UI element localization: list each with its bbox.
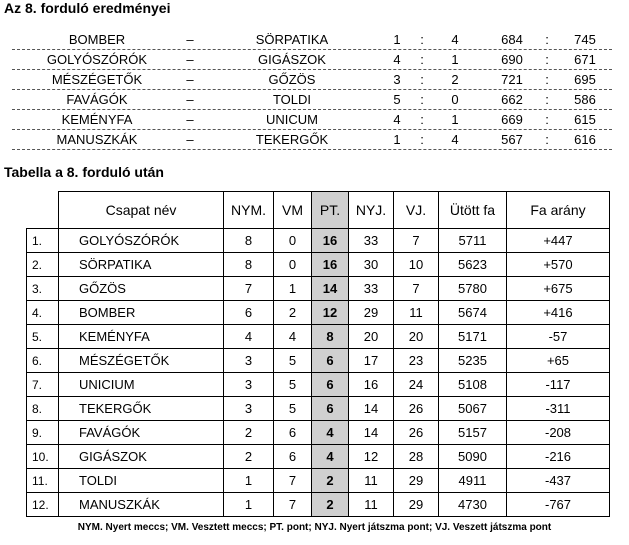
result-row: [12, 70, 612, 90]
points: 6: [312, 397, 349, 421]
won-sets: 16: [349, 373, 394, 397]
pins-ratio: +65: [507, 349, 610, 373]
team-name: MÉSZÉGETŐK: [59, 349, 224, 373]
away-pins: 586: [574, 92, 596, 107]
pins-ratio: -208: [507, 421, 610, 445]
lost-sets: 26: [394, 397, 439, 421]
home-score: 4: [393, 52, 401, 67]
rank: 3.: [27, 277, 59, 301]
lost-sets: 24: [394, 373, 439, 397]
won-sets: 14: [349, 397, 394, 421]
points: 2: [312, 493, 349, 517]
won-sets: 33: [349, 277, 394, 301]
pins-ratio: +675: [507, 277, 610, 301]
points: 2: [312, 469, 349, 493]
pins-separator: :: [545, 132, 549, 147]
home-team: GOLYÓSZÓRÓK: [46, 52, 148, 67]
pins-hit: 5711: [439, 229, 507, 253]
won-matches: 2: [224, 421, 274, 445]
rank: 10.: [27, 445, 59, 469]
away-score: 2: [451, 72, 459, 87]
pins-ratio: -767: [507, 493, 610, 517]
pins-hit: 5235: [439, 349, 507, 373]
team-name: GIGÁSZOK: [59, 445, 224, 469]
result-row: [12, 30, 612, 50]
pins-hit: 5171: [439, 325, 507, 349]
won-matches: 8: [224, 229, 274, 253]
pins-separator: :: [545, 112, 549, 127]
won-matches: 6: [224, 301, 274, 325]
won-matches: 4: [224, 325, 274, 349]
home-team: FAVÁGÓK: [66, 92, 128, 107]
points: 14: [312, 277, 349, 301]
result-row: [12, 130, 612, 150]
pins-hit: 4911: [439, 469, 507, 493]
results-title: Az 8. forduló eredményei: [4, 0, 171, 16]
pins-hit: 5780: [439, 277, 507, 301]
standings-row: [27, 229, 610, 253]
lost-sets: 10: [394, 253, 439, 277]
lost-sets: 11: [394, 301, 439, 325]
team-name: MANUSZKÁK: [59, 493, 224, 517]
won-sets: 33: [349, 229, 394, 253]
pins-hit: 5623: [439, 253, 507, 277]
home-score: 1: [393, 132, 401, 147]
standings-row: [27, 445, 610, 469]
home-score: 1: [393, 32, 401, 47]
team-name: GOLYÓSZÓRÓK: [59, 229, 224, 253]
header-vj: VJ.: [394, 192, 439, 229]
standings-row: [27, 373, 610, 397]
pins-hit: 5090: [439, 445, 507, 469]
score-separator: :: [420, 52, 424, 67]
score-separator: :: [420, 132, 424, 147]
home-team: MANUSZKÁK: [56, 132, 138, 147]
won-matches: 7: [224, 277, 274, 301]
lost-sets: 26: [394, 421, 439, 445]
pins-hit: 5674: [439, 301, 507, 325]
lost-sets: 28: [394, 445, 439, 469]
lost-matches: 1: [274, 277, 312, 301]
pins-ratio: -437: [507, 469, 610, 493]
away-team: UNICUM: [266, 112, 318, 127]
home-team: MÉSZÉGETŐK: [51, 72, 143, 87]
away-score: 4: [451, 32, 459, 47]
score-separator: :: [420, 92, 424, 107]
rank: 2.: [27, 253, 59, 277]
won-sets: 14: [349, 421, 394, 445]
away-pins: 695: [574, 72, 596, 87]
rank: 12.: [27, 493, 59, 517]
header-team: Csapat név: [59, 192, 224, 229]
team-name: GŐZÖS: [59, 277, 224, 301]
away-pins: 671: [574, 52, 596, 67]
away-pins: 745: [574, 32, 596, 47]
away-team: TOLDI: [272, 92, 312, 107]
dash: –: [186, 52, 194, 67]
pins-hit: 5067: [439, 397, 507, 421]
rank-header: [27, 192, 59, 229]
home-pins: 684: [501, 32, 523, 47]
rank: 6.: [27, 349, 59, 373]
header-nyj: NYJ.: [349, 192, 394, 229]
dash: –: [186, 132, 194, 147]
rank: 11.: [27, 469, 59, 493]
lost-matches: 0: [274, 229, 312, 253]
dash: –: [186, 92, 194, 107]
standings-row: [27, 325, 610, 349]
standings-row: [27, 421, 610, 445]
score-separator: :: [420, 72, 424, 87]
away-team: GŐZÖS: [268, 72, 316, 87]
points: 4: [312, 421, 349, 445]
away-score: 1: [451, 112, 459, 127]
points: 16: [312, 253, 349, 277]
score-separator: :: [420, 112, 424, 127]
result-row: [12, 110, 612, 130]
standings-row: [27, 397, 610, 421]
team-name: TEKERGŐK: [59, 397, 224, 421]
header-pt: PT.: [312, 192, 349, 229]
pins-ratio: -216: [507, 445, 610, 469]
points: 4: [312, 445, 349, 469]
pins-hit: 4730: [439, 493, 507, 517]
standings-row: [27, 301, 610, 325]
header-ratio: Fa arány: [507, 192, 610, 229]
rank: 4.: [27, 301, 59, 325]
results-list: [12, 30, 612, 150]
lost-sets: 7: [394, 277, 439, 301]
won-matches: 1: [224, 469, 274, 493]
standings-row: [27, 493, 610, 517]
lost-matches: 7: [274, 493, 312, 517]
won-matches: 3: [224, 373, 274, 397]
away-pins: 615: [574, 112, 596, 127]
home-team: BOMBER: [68, 32, 126, 47]
lost-sets: 23: [394, 349, 439, 373]
lost-matches: 4: [274, 325, 312, 349]
points: 6: [312, 349, 349, 373]
lost-sets: 29: [394, 493, 439, 517]
team-name: TOLDI: [59, 469, 224, 493]
standings-title: Tabella a 8. forduló után: [4, 164, 164, 180]
lost-matches: 5: [274, 397, 312, 421]
won-matches: 3: [224, 397, 274, 421]
header-nym: NYM.: [224, 192, 274, 229]
points: 12: [312, 301, 349, 325]
dash: –: [186, 112, 194, 127]
pins-ratio: -117: [507, 373, 610, 397]
lost-matches: 5: [274, 349, 312, 373]
home-pins: 721: [501, 72, 523, 87]
pins-ratio: +416: [507, 301, 610, 325]
pins-separator: :: [545, 72, 549, 87]
rank: 1.: [27, 229, 59, 253]
team-name: FAVÁGÓK: [59, 421, 224, 445]
home-score: 3: [393, 72, 401, 87]
points: 6: [312, 373, 349, 397]
pins-separator: :: [545, 52, 549, 67]
rank: 8.: [27, 397, 59, 421]
won-matches: 1: [224, 493, 274, 517]
standings-row: [27, 469, 610, 493]
away-score: 1: [451, 52, 459, 67]
rank: 7.: [27, 373, 59, 397]
won-sets: 30: [349, 253, 394, 277]
lost-matches: 2: [274, 301, 312, 325]
footnote: NYM. Nyert meccs; VM. Vesztett meccs; PT. pont; NYJ. Nyert játszma pont; VJ. Veszett játszma pont: [77, 522, 552, 533]
standings-header-row: [27, 192, 610, 229]
won-sets: 11: [349, 493, 394, 517]
lost-matches: 5: [274, 373, 312, 397]
won-sets: 20: [349, 325, 394, 349]
team-name: SÖRPATIKA: [59, 253, 224, 277]
away-team: TEKERGŐK: [255, 132, 329, 147]
pins-ratio: -311: [507, 397, 610, 421]
away-pins: 616: [574, 132, 596, 147]
won-sets: 29: [349, 301, 394, 325]
pins-ratio: +447: [507, 229, 610, 253]
header-vm: VM: [274, 192, 312, 229]
points: 16: [312, 229, 349, 253]
home-score: 5: [393, 92, 401, 107]
home-pins: 567: [501, 132, 523, 147]
points: 8: [312, 325, 349, 349]
home-team: KEMÉNYFA: [61, 112, 133, 127]
standings-table: [26, 191, 610, 517]
pins-ratio: -57: [507, 325, 610, 349]
standings-row: [27, 277, 610, 301]
pins-ratio: +570: [507, 253, 610, 277]
team-name: UNICIUM: [59, 373, 224, 397]
home-pins: 662: [501, 92, 523, 107]
lost-matches: 0: [274, 253, 312, 277]
standings-row: [27, 253, 610, 277]
lost-sets: 20: [394, 325, 439, 349]
dash: –: [186, 32, 194, 47]
won-sets: 11: [349, 469, 394, 493]
away-team: SÖRPATIKA: [255, 32, 329, 47]
home-pins: 690: [501, 52, 523, 67]
away-team: GIGÁSZOK: [258, 52, 326, 67]
lost-sets: 7: [394, 229, 439, 253]
away-score: 0: [451, 92, 459, 107]
won-matches: 8: [224, 253, 274, 277]
header-pins: Ütött fa: [439, 192, 507, 229]
won-sets: 17: [349, 349, 394, 373]
result-row: [12, 90, 612, 110]
score-separator: :: [420, 32, 424, 47]
away-score: 4: [451, 132, 459, 147]
home-score: 4: [393, 112, 401, 127]
lost-matches: 7: [274, 469, 312, 493]
team-name: KEMÉNYFA: [59, 325, 224, 349]
won-matches: 3: [224, 349, 274, 373]
dash: –: [186, 72, 194, 87]
lost-matches: 6: [274, 421, 312, 445]
lost-sets: 29: [394, 469, 439, 493]
pins-hit: 5157: [439, 421, 507, 445]
home-pins: 669: [501, 112, 523, 127]
team-name: BOMBER: [59, 301, 224, 325]
rank: 9.: [27, 421, 59, 445]
standings-row: [27, 349, 610, 373]
won-sets: 12: [349, 445, 394, 469]
pins-separator: :: [545, 92, 549, 107]
pins-separator: :: [545, 32, 549, 47]
pins-hit: 5108: [439, 373, 507, 397]
won-matches: 2: [224, 445, 274, 469]
rank: 5.: [27, 325, 59, 349]
result-row: [12, 50, 612, 70]
lost-matches: 6: [274, 445, 312, 469]
